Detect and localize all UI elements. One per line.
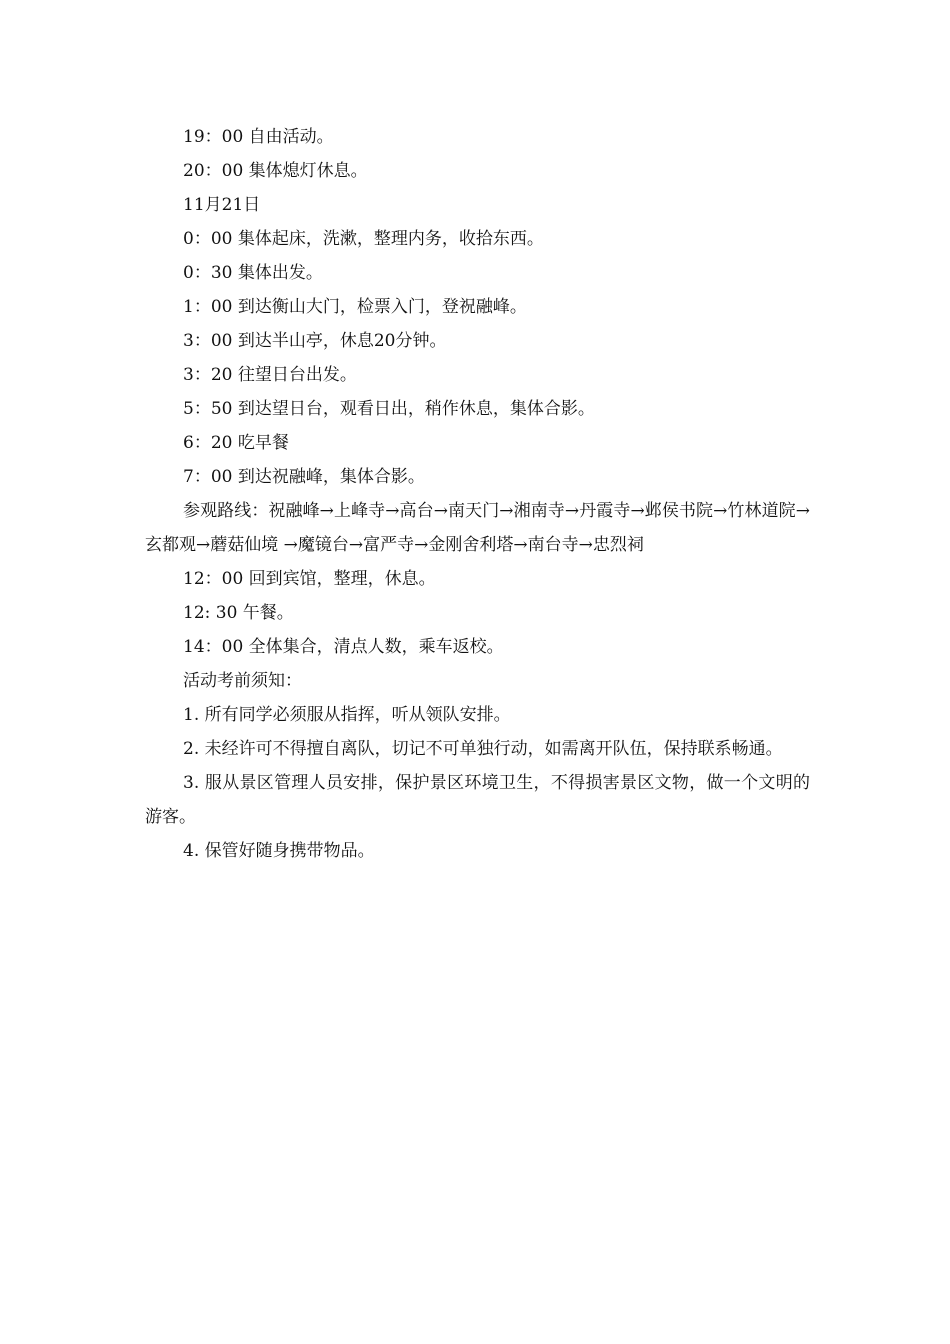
schedule-line: 3：00 到达半山亭，休息20分钟。: [183, 331, 447, 351]
schedule-line: 5：50 到达望日台，观看日出，稍作休息，集体合影。: [183, 399, 595, 419]
notice-item: 4. 保管好随身携带物品。: [183, 841, 375, 861]
notice-item: 2. 未经许可不得擅自离队，切记不可单独行动，如需离开队伍，保持联系畅通。: [183, 739, 783, 759]
schedule-line: 12：00 回到宾馆，整理，休息。: [183, 569, 436, 589]
schedule-line: 0：30 集体出发。: [183, 263, 323, 283]
date-heading: 11月21日: [183, 195, 261, 215]
schedule-line: 20：00 集体熄灯休息。: [183, 161, 368, 181]
notice-item: 1. 所有同学必须服从指挥，听从领队安排。: [183, 705, 511, 725]
notice-item: 3. 服从景区管理人员安排，保护景区环境卫生，不得损害景区文物，做一个文明的游客。: [145, 773, 810, 827]
document-body: [145, 120, 810, 868]
notice-heading: 活动考前须知：: [183, 671, 302, 691]
schedule-line: 1：00 到达衡山大门，检票入门，登祝融峰。: [183, 297, 527, 317]
schedule-line: 19：00 自由活动。: [183, 127, 334, 147]
schedule-line: 12: 30 午餐。: [183, 603, 294, 623]
schedule-line: 7：00 到达祝融峰，集体合影。: [183, 467, 425, 487]
route-paragraph: 参观路线：祝融峰→上峰寺→高台→南天门→湘南寺→丹霞寺→邺侯书院→竹林道院→玄都观→蘑菇仙境 →魔镜台→富严寺→金刚舍利塔→南台寺→忠烈祠: [145, 501, 810, 555]
schedule-line: 0：00 集体起床，洗漱，整理内务，收拾东西。: [183, 229, 544, 249]
schedule-line: 3：20 往望日台出发。: [183, 365, 357, 385]
schedule-line: 14：00 全体集合，清点人数，乘车返校。: [183, 637, 504, 657]
schedule-line: 6：20 吃早餐: [183, 433, 289, 453]
